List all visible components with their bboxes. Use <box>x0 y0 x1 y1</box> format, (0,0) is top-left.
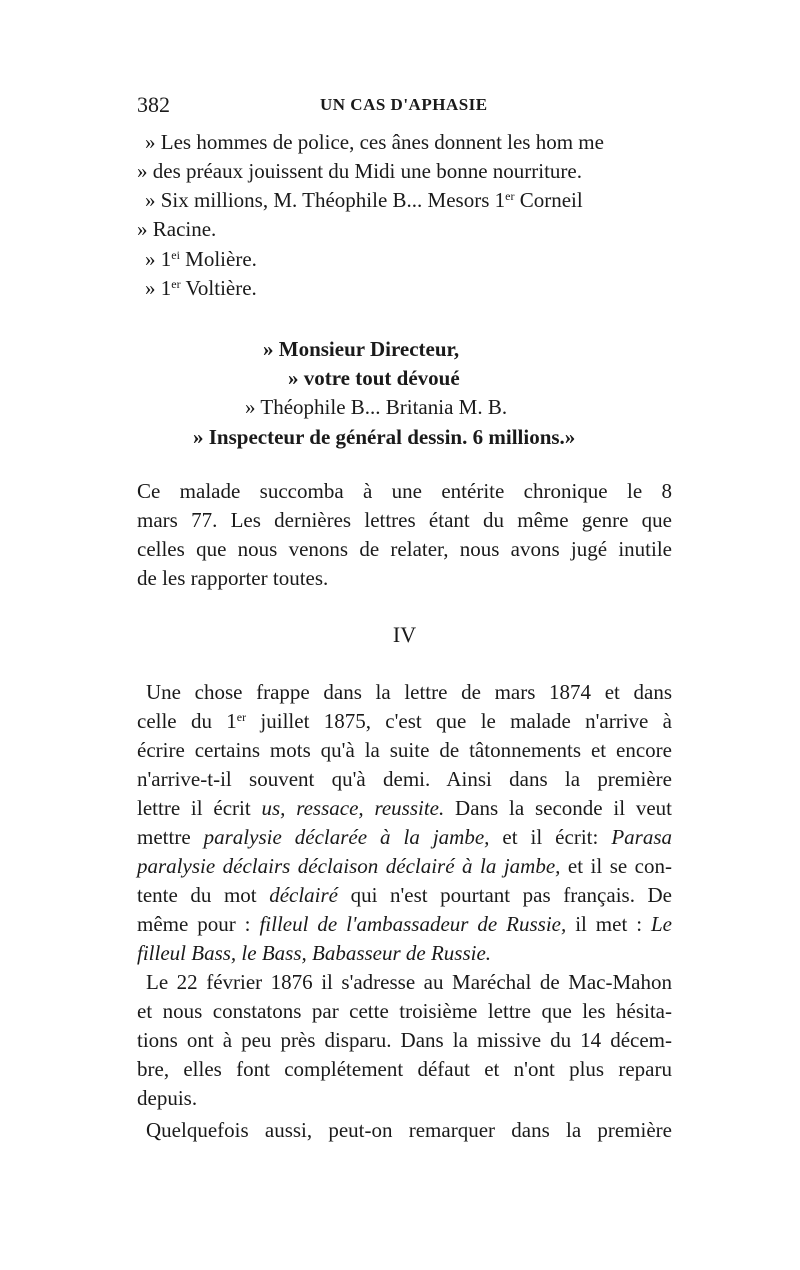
paragraph-line: celle du 1er juillet 1875, c'est que le malade n'arrive à <box>137 709 672 733</box>
letter-line: » Les hommes de police, ces ânes donnent les hom me <box>145 130 604 154</box>
running-header <box>137 92 677 122</box>
paragraph-line: bre, elles font complétement défaut et n'ont plus reparu <box>137 1057 672 1081</box>
paragraph-line: celles que nous venons de relater, nous avons jugé inutile <box>137 537 672 561</box>
letter-line: » Racine. <box>137 217 217 241</box>
signature-line: » Théophile B... Britania M. B. <box>245 395 508 419</box>
signature-line: » Monsieur Directeur, <box>263 337 460 361</box>
section-heading: IV <box>392 622 417 647</box>
paragraph-line: mettre paralysie déclarée à la jambe, et il écrit: Parasa <box>137 825 672 849</box>
paragraph-line: de les rapporter toutes. <box>137 566 329 590</box>
paragraph-line: écrire certains mots qu'à la suite de tâtonnements et encore <box>137 738 672 762</box>
paragraph-line: depuis. <box>137 1086 198 1110</box>
page-number: 382 <box>137 92 170 117</box>
letter-line: » $1^{ei}$ Molière. <box>145 247 257 271</box>
paragraph-line: tente du mot déclairé qui n'est pourtant pas français. De <box>137 883 672 907</box>
letter-line: » 1er Voltière. <box>145 276 257 300</box>
paragraph-line: et nous constatons par cette troisième lettre que les hésita- <box>137 999 672 1023</box>
paragraph-line: filleul Bass, le Bass, Babasseur de Russie. <box>137 941 492 965</box>
letter-line: » Six millions, M. Théophile B... Mesors 1er Corneil <box>145 188 583 212</box>
paragraph-line: tions ont à peu près disparu. Dans la missive du 14 décem- <box>137 1028 672 1052</box>
paragraph-line: Quelquefois aussi, peut-on remarquer dans la première <box>146 1118 672 1142</box>
paragraph-line: Ce malade succomba à une entérite chronique le 8 <box>137 479 672 503</box>
running-title: UN CAS D'APHASIE <box>320 95 488 114</box>
letter-line: » des préaux jouissent du Midi une bonne nourriture. <box>137 159 582 183</box>
paragraph-line: lettre il écrit us, ressace, reussite. Dans la seconde il veut <box>137 796 672 820</box>
paragraph-line: même pour : filleul de l'ambassadeur de Russie, il met : Le <box>137 912 672 936</box>
paragraph-line: n'arrive-t-il souvent qu'à demi. Ainsi dans la première <box>137 767 672 791</box>
paragraph-line: mars 77. Les dernières lettres étant du même genre que <box>137 508 672 532</box>
paragraph-line: Le 22 février 1876 il s'adresse au Maréchal de Mac-Mahon <box>146 970 672 994</box>
signature-line: » votre tout dévoué <box>288 366 460 390</box>
signature-line: » Inspecteur de général dessin. 6 millions.» <box>193 425 576 449</box>
paragraph-line: paralysie déclairs déclaison déclairé à la jambe, et il se con- <box>137 854 672 878</box>
paragraph-line: Une chose frappe dans la lettre de mars 1874 et dans <box>146 680 672 704</box>
